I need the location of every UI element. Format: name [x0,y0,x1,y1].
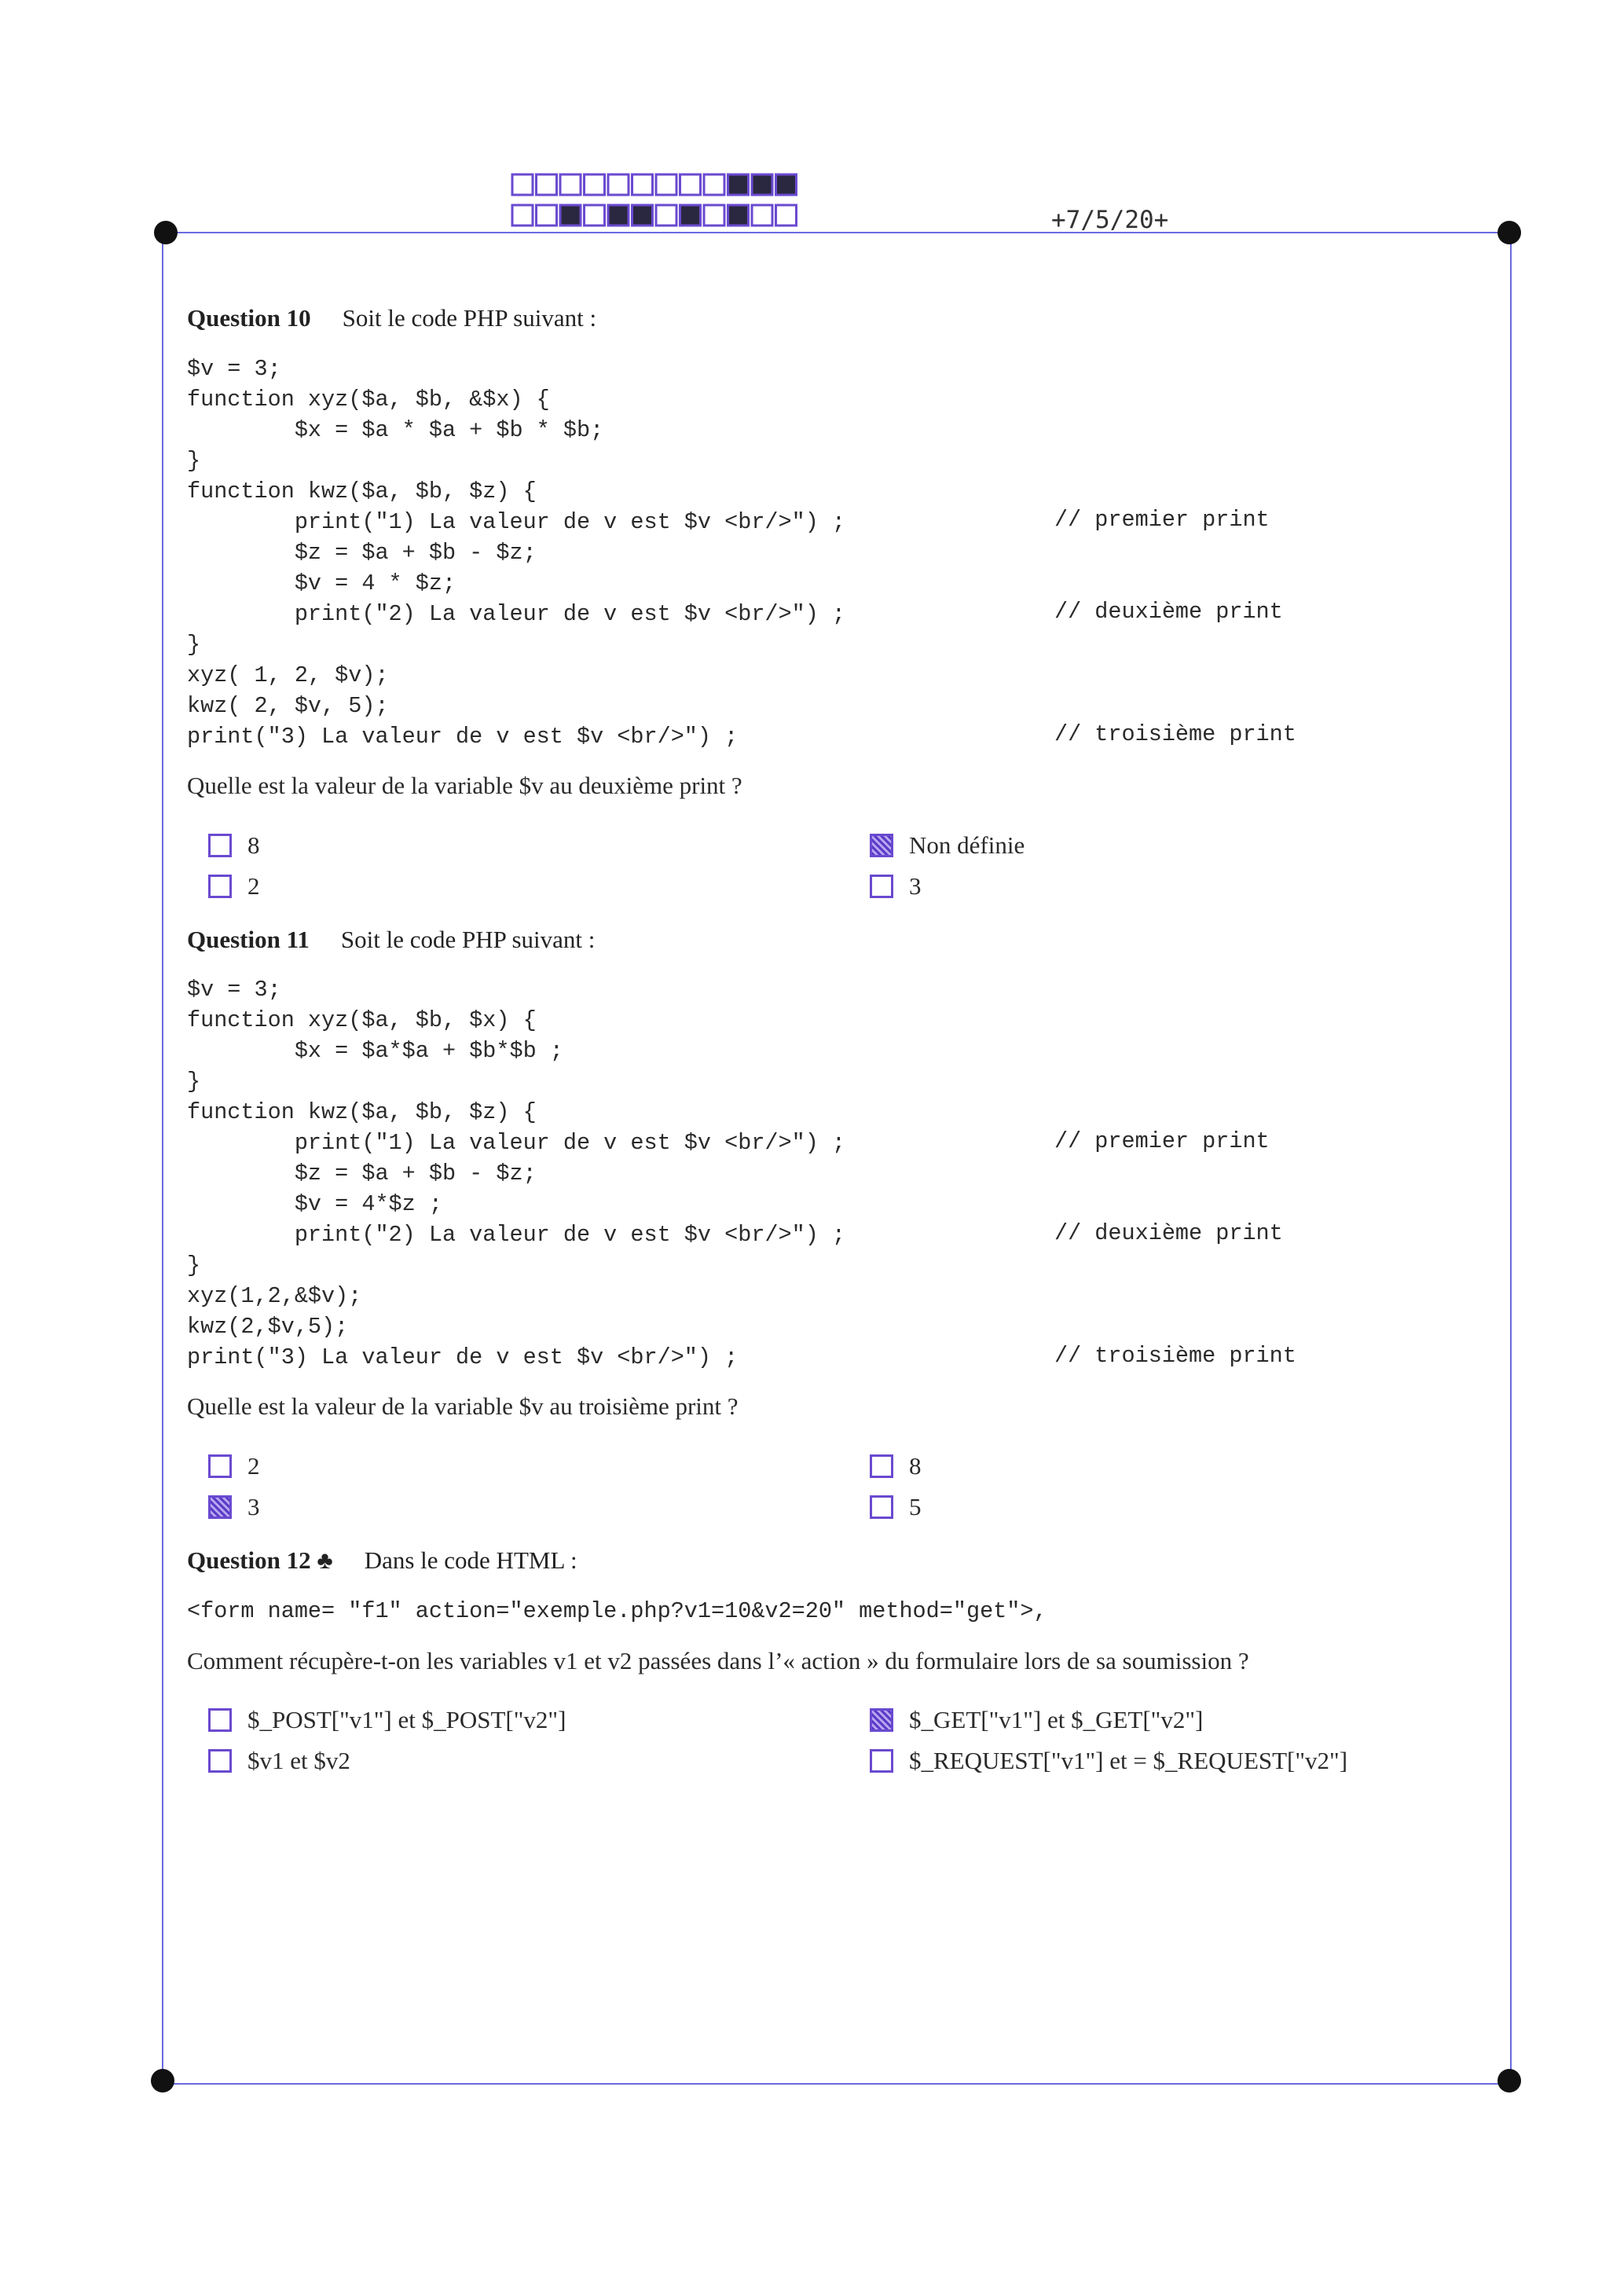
question-12-prompt: Comment récupère-t-on les variables v1 et v2 passées dans l’« action » du formulaire lors de sa soumission ? [187,1647,1249,1674]
id-box [704,174,724,195]
question-label: Question 12 [187,1546,311,1574]
id-box [704,205,724,226]
answer-label: $v1 et $v2 [247,1747,350,1774]
question-11-prompt: Quelle est la valeur de la variable $v au troisième print ? [187,1392,739,1420]
answer-option[interactable] [870,872,922,900]
answer-checkbox[interactable] [208,1749,232,1773]
answer-option[interactable] [870,1747,1347,1775]
answer-label: $_GET["v1"] et $_GET["v2"] [909,1706,1204,1733]
answer-option[interactable] [870,1452,922,1480]
id-box [776,205,797,226]
id-box [752,174,772,195]
id-box [560,205,581,226]
corner-mark-bottom-left [151,2069,174,2092]
answer-option[interactable] [208,831,260,860]
question-intro: Soit le code PHP suivant : [340,926,596,953]
id-box [512,205,533,226]
answer-checkbox[interactable] [870,834,893,857]
code-comment: // troisième print [1054,1343,1296,1369]
answer-label: Non définie [909,831,1025,859]
question-10-prompt: Quelle est la valeur de la variable $v au deuxième print ? [187,772,742,799]
answer-checkbox[interactable] [208,1708,232,1732]
answer-checkbox[interactable] [870,875,893,898]
id-box [585,205,605,226]
question-12-title [187,1546,577,1575]
answer-option[interactable] [870,1493,922,1521]
club-icon: ♣ [317,1546,333,1574]
code-comment: // deuxième print [1054,599,1283,625]
id-box [752,205,772,226]
answer-label: 8 [909,1452,922,1480]
id-box [680,205,701,226]
id-box [728,174,749,195]
answer-checkbox[interactable] [870,1454,893,1478]
question-10-title [187,304,596,332]
answer-label: 5 [909,1493,922,1520]
question-label: Question 10 [187,304,311,332]
question-label: Question 11 [187,926,310,953]
answer-checkbox[interactable] [870,1749,893,1773]
question-10-code: $v = 3; function xyz($a, $b, &$x) { $x = $a * $a + $b * $b; } function kwz($a, $b, $z) { print("1) La valeur de v est $v <br/>") ; $z = $a + $b - $z; $v = 4 * $z; print("2) La valeur de v est $v <br/>") ; } xyz( 1, 2, $v); kwz( 2, $v, 5); print("3) La valeur de v est $v <br/>") ; [187,356,846,750]
question-12-code: <form name= "f1" action="exemple.php?v1=10&v2=20" method="get">, [187,1598,1047,1624]
answer-label: $_POST["v1"] et $_POST["v2"] [247,1706,566,1733]
id-box [537,174,557,195]
id-box [608,205,629,226]
code-comment: // deuxième print [1054,1220,1283,1246]
corner-mark-bottom-right [1498,2069,1521,2092]
student-id-boxes [512,174,797,226]
answer-checkbox[interactable] [870,1495,893,1519]
id-box [585,174,605,195]
id-box [728,205,749,226]
answer-option[interactable] [870,1706,1203,1734]
question-intro: Dans le code HTML : [364,1546,577,1574]
question-11-title [187,926,595,954]
question-11-code: $v = 3; function xyz($a, $b, $x) { $x = $a*$a + $b*$b ; } function kwz($a, $b, $z) { print("1) La valeur de v est $v <br/>") ; $z = $a + $b - $z; $v = 4*$z ; print("2) La valeur de v est $v <br/>") ; } xyz(1,2,&$v); kwz(2,$v,5); print("3) La valeur de v est $v <br/>") ; [187,977,846,1370]
id-box [776,174,797,195]
id-box [656,174,676,195]
answer-checkbox[interactable] [208,1454,232,1478]
id-box [537,205,557,226]
answer-option[interactable] [208,872,260,900]
corner-mark-top-right [1498,221,1521,244]
answer-option[interactable] [870,831,1025,860]
code-comment: // premier print [1054,507,1270,533]
answer-label: 3 [247,1493,260,1520]
corner-mark-top-left [154,221,178,244]
code-comment: // premier print [1054,1128,1270,1154]
answer-checkbox[interactable] [208,1495,232,1519]
id-box [512,174,533,195]
answer-option[interactable] [208,1452,260,1480]
answer-label: 2 [247,1452,260,1480]
answer-option[interactable] [208,1747,350,1775]
answer-label: $_REQUEST["v1"] et = $_REQUEST["v2"] [909,1747,1348,1774]
id-box [632,174,653,195]
id-box [632,205,653,226]
question-intro: Soit le code PHP suivant : [342,304,597,332]
answer-label: 3 [909,872,922,900]
id-box [680,174,701,195]
id-box [608,174,629,195]
sheet-id: +7/5/20+ [1051,206,1169,234]
answer-label: 8 [247,831,260,859]
answer-checkbox[interactable] [208,875,232,898]
code-comment: // troisième print [1054,721,1296,747]
answer-option[interactable] [208,1706,566,1734]
id-box [656,205,676,226]
answer-option[interactable] [208,1493,260,1521]
id-box [560,174,581,195]
answer-label: 2 [247,872,260,900]
answer-checkbox[interactable] [870,1708,893,1732]
answer-checkbox[interactable] [208,834,232,857]
